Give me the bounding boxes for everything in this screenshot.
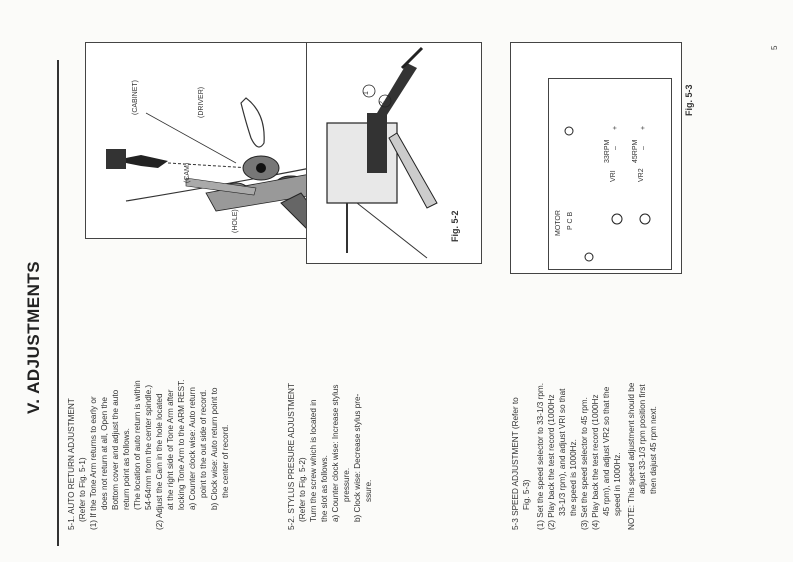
label-cabinet: (CABINET) — [132, 80, 139, 115]
text-line: a) Counter clock wise: Auto return — [188, 387, 197, 510]
text-line: 33-1/3 rpm), and adjust VRI so that — [558, 388, 567, 516]
text-line: 54-64mm from the center spindle.) — [144, 384, 153, 510]
text-line: (Refer to Fig. 5-2) — [298, 457, 307, 522]
section-auto-return — [66, 380, 231, 530]
mark-2: 2 — [379, 101, 386, 105]
page-number: 5 — [770, 45, 779, 50]
text-line: at the right side of Tone Arm after — [166, 389, 175, 510]
text-line: return point as follows. — [122, 428, 131, 510]
title-rule — [57, 60, 59, 546]
text-line: (Refer to Fig. 5-1) — [78, 457, 87, 522]
section-heading: 5-1. AUTO RETURN ADJUSTMENT — [67, 398, 76, 530]
label-45rpm: 45RPM — [632, 139, 639, 163]
text-line: 45 rpm), and adjust VR2 so that the — [602, 386, 611, 516]
text-line: (2) Play back the test record (1000Hz — [547, 394, 556, 530]
text-line: Fig. 5-3) — [522, 479, 531, 510]
label-motor: MOTOR — [555, 210, 562, 236]
text-line: adjust 33-1/3 rpm position first — [638, 384, 647, 494]
text-line: point to the out side of record. — [199, 389, 208, 498]
label-hole: (HOLE) — [232, 209, 239, 233]
text-line: then dajust 45 rpm next. — [649, 406, 658, 494]
text-line: (1) Set the speed selector to 33-1/3 rpm. — [536, 383, 545, 530]
text-line: does not return at all, Open the — [100, 397, 109, 510]
fig-5-2-caption: Fig. 5-2 — [450, 210, 460, 242]
text-line: the speed is 1000Hz. — [569, 439, 578, 516]
label-vr1-plus: + — [612, 125, 619, 130]
text-line: b) Clock wise: Auto return point to — [210, 387, 219, 510]
text-line: (2) Adjust the Cam in the hole located — [155, 393, 164, 530]
text-line: (3) Set the speed selector to 45 rpm. — [580, 397, 589, 530]
label-vr1: VRI — [610, 170, 617, 182]
section-heading: 5-2. STYLUS PRESURE ADJUSTMENT — [287, 383, 296, 530]
text-line: NOTE: This speed adjustment should be — [627, 382, 636, 530]
label-vr2: VR2 — [638, 168, 645, 182]
label-vr2-minus: – — [640, 146, 647, 150]
section-heading: 5-3 SPEED ADJUSTMENT (Refer to — [511, 397, 520, 530]
label-driver: (DRIVER) — [198, 86, 205, 118]
section-stylus-pressure — [286, 383, 374, 530]
text-line: Bottom cover and adjust the auto — [111, 389, 120, 510]
mark-1: 1 — [363, 91, 370, 95]
text-line: (The location of auto return is within — [133, 380, 142, 510]
section-speed — [510, 383, 659, 530]
text-line: locking Tone Arm to the ARM REST. — [177, 379, 186, 510]
label-pcb: P C B — [567, 211, 574, 230]
text-line: Turn the screw which is located in — [309, 399, 318, 522]
text-line: ssure. — [364, 479, 373, 502]
text-line: b) Clock wise: Decrease stylus pre- — [353, 393, 362, 522]
text-line: a) Counter clock wise: Increase stylus — [331, 384, 340, 522]
label-vr2-plus: + — [640, 125, 647, 130]
label-vr1-minus: – — [612, 146, 619, 150]
text-line: (4) Play back the test record (1000Hz — [591, 394, 600, 530]
label-33rpm: 33RPM — [604, 139, 611, 163]
text-line: the center of record. — [221, 424, 230, 498]
page-title: V. ADJUSTMENTS — [24, 260, 43, 414]
text-line: speed in 1000Hz. — [613, 452, 622, 516]
label-cam: (CAM) — [184, 162, 191, 183]
text-line: pressure. — [342, 467, 351, 502]
fig-5-3-caption: Fig. 5-3 — [684, 84, 694, 116]
text-line: the slot as follows. — [320, 455, 329, 522]
text-line: (1) If the Tone Arm returns to early or — [89, 396, 98, 530]
